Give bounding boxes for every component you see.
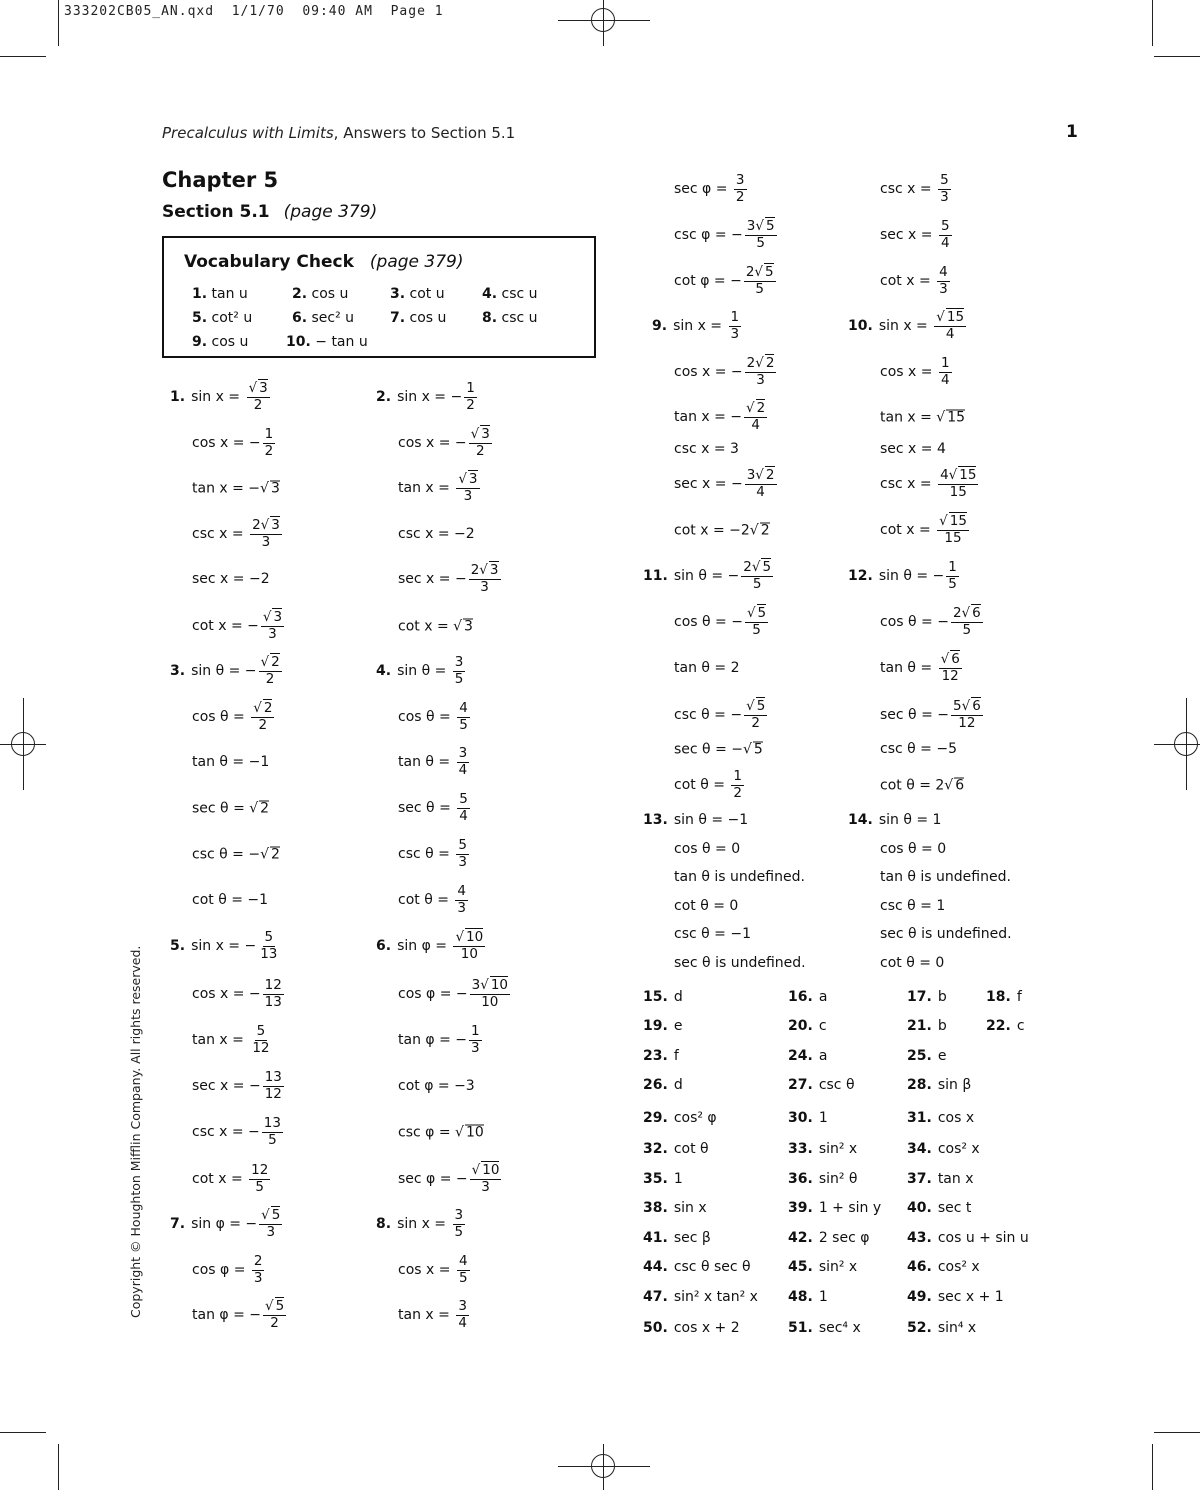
exercise-line: 4. sin θ = $\frac{3}{5}$ xyxy=(376,654,464,687)
exercise-line: csc x = −2 xyxy=(398,526,475,542)
exercise-line: sec x = − $\frac{3√ 2}{4}$ xyxy=(674,467,775,500)
exercise-line: cos θ = − $\frac{2√ 6}{5}$ xyxy=(880,605,981,638)
exercise-number: 10. xyxy=(848,318,873,334)
exercise-number: 11. xyxy=(643,568,668,584)
vocabulary-check-title: Vocabulary Check (page 379) xyxy=(184,252,464,272)
exercise-line: tan θ = $\frac{√ 6}{12}$ xyxy=(880,651,960,684)
answer-item: 20. c xyxy=(788,1018,827,1034)
answer-item: 16. a xyxy=(788,989,828,1005)
exercise-line: sec θ = $\frac{5}{4}$ xyxy=(398,791,468,824)
answer-item: 52. sin⁴ x xyxy=(907,1320,977,1336)
exercise-line: sec φ = $\frac{3}{2}$ xyxy=(674,172,745,205)
answer-item: 45. sin² x xyxy=(788,1259,858,1275)
exercise-number: 2. xyxy=(376,389,392,405)
exercise-line: cos φ = $\frac{2}{3}$ xyxy=(192,1253,263,1286)
answer-item: 43. cos u + sin u xyxy=(907,1230,1029,1246)
exercise-line: 12. sin θ = − $\frac{1}{5}$ xyxy=(848,559,957,592)
exercise-line: cos φ = − $\frac{3√ 10}{10}$ xyxy=(398,977,508,1010)
exercise-line: sec φ = − $\frac{√ 10}{3}$ xyxy=(398,1162,500,1195)
exercise-line: cot θ = 0 xyxy=(880,955,945,971)
answer-item: 33. sin² x xyxy=(788,1141,858,1157)
exercise-number: 14. xyxy=(848,812,873,828)
exercise-line: cot x = $\frac{4}{3}$ xyxy=(880,264,948,297)
answer-item: 18. f xyxy=(986,989,1022,1005)
exercise-line: csc x = 3 xyxy=(674,441,739,457)
answer-item: 50. cos x + 2 xyxy=(643,1320,740,1336)
exercise-line: cos θ = − $\frac{√ 5}{5}$ xyxy=(674,605,767,638)
answer-item: 19. e xyxy=(643,1018,683,1034)
exercise-line: csc θ = 1 xyxy=(880,898,946,914)
answer-item: 48. 1 xyxy=(788,1289,828,1305)
exercise-line: cos x = − $\frac{2√ 2}{3}$ xyxy=(674,355,775,388)
exercise-line: cot φ = − $\frac{2√ 5}{5}$ xyxy=(674,264,774,297)
exercise-line: tan θ = $\frac{3}{4}$ xyxy=(398,745,468,778)
exercise-line: sec x = − $\frac{2√ 3}{3}$ xyxy=(398,562,499,595)
exercise-line: sec x = −2 xyxy=(192,571,270,587)
vocab-item: 7. cos u xyxy=(390,310,447,326)
answer-item: 44. csc θ sec θ xyxy=(643,1259,751,1275)
exercise-line: csc θ = −1 xyxy=(674,926,751,942)
exercise-line: sec x = 4 xyxy=(880,441,946,457)
running-header: Precalculus with Limits, Answers to Section 5.1 xyxy=(162,124,516,142)
exercise-line: tan φ = − $\frac{√ 5}{2}$ xyxy=(192,1298,285,1331)
exercise-line: cot θ = 2√ 6 xyxy=(880,777,965,794)
answer-item: 34. cos² x xyxy=(907,1141,980,1157)
exercise-line: 7. sin φ = − $\frac{√ 5}{3}$ xyxy=(170,1207,281,1240)
vocab-item: 4. csc u xyxy=(482,286,538,302)
exercise-line: sec θ = − $\frac{5√ 6}{12}$ xyxy=(880,698,981,731)
exercise-number: 4. xyxy=(376,663,392,679)
exercise-line: cot x = $\frac{√ 15}{15}$ xyxy=(880,513,967,546)
answer-item: 30. 1 xyxy=(788,1110,828,1126)
answer-item: 31. cos x xyxy=(907,1110,975,1126)
exercise-line: sec θ is undefined. xyxy=(674,955,806,971)
vocab-item: 3. cot u xyxy=(390,286,445,302)
exercise-line: cot x = −2√ 2 xyxy=(674,522,770,539)
exercise-line: cos x = − $\frac{12}{13}$ xyxy=(192,977,282,1010)
exercise-line: 9. sin x = $\frac{1}{3}$ xyxy=(652,309,740,342)
vocab-item: 1. tan u xyxy=(192,286,248,302)
exercise-number: 12. xyxy=(848,568,873,584)
exercise-line: cos x = $\frac{4}{5}$ xyxy=(398,1253,468,1286)
exercise-line: 10. sin x = $\frac{√ 15}{4}$ xyxy=(848,309,965,342)
exercise-line: sec θ is undefined. xyxy=(880,926,1012,942)
exercise-line: 13. sin θ = −1 xyxy=(643,812,749,828)
vocab-item: 10. − tan u xyxy=(286,334,368,350)
exercise-line: cos θ = 0 xyxy=(674,841,741,857)
exercise-number: 9. xyxy=(652,318,668,334)
answer-item: 38. sin x xyxy=(643,1200,707,1216)
chapter-title: Chapter 5 xyxy=(162,168,279,192)
exercise-line: tan x = $\frac{√ 3}{3}$ xyxy=(398,471,478,504)
answer-item: 40. sec t xyxy=(907,1200,972,1216)
exercise-line: 2. sin x = − $\frac{1}{2}$ xyxy=(376,380,475,413)
answer-item: 37. tan x xyxy=(907,1171,974,1187)
vocab-item: 9. cos u xyxy=(192,334,249,350)
exercise-line: csc θ = − $\frac{√ 5}{2}$ xyxy=(674,698,766,731)
vocab-item: 8. csc u xyxy=(482,310,538,326)
answer-item: 22. c xyxy=(986,1018,1025,1034)
answer-item: 42. 2 sec φ xyxy=(788,1230,870,1246)
answer-item: 24. a xyxy=(788,1048,828,1064)
exercise-line: tan φ = − $\frac{1}{3}$ xyxy=(398,1023,480,1056)
exercise-line: cos θ = $\frac{√ 2}{2}$ xyxy=(192,700,273,733)
exercise-line: csc θ = −5 xyxy=(880,741,957,757)
exercise-number: 5. xyxy=(170,938,186,954)
exercise-line: cos x = − $\frac{1}{2}$ xyxy=(192,426,274,459)
exercise-line: csc φ = √ 10 xyxy=(398,1124,484,1141)
exercise-line: 14. sin θ = 1 xyxy=(848,812,942,828)
vocab-item: 6. sec² u xyxy=(292,310,355,326)
exercise-line: sec x = − $\frac{13}{12}$ xyxy=(192,1069,282,1102)
answer-item: 47. sin² x tan² x xyxy=(643,1289,758,1305)
exercise-line: tan x = $\frac{3}{4}$ xyxy=(398,1298,467,1331)
exercise-line: csc x = $\frac{2√ 3}{3}$ xyxy=(192,517,280,550)
exercise-line: tan x = √ 15 xyxy=(880,409,966,426)
answer-item: 49. sec x + 1 xyxy=(907,1289,1004,1305)
exercise-line: cot x = − $\frac{√ 3}{3}$ xyxy=(192,609,283,642)
exercise-line: tan x = − $\frac{√ 2}{4}$ xyxy=(674,400,766,433)
exercise-line: tan θ = 2 xyxy=(674,660,740,676)
answer-item: 23. f xyxy=(643,1048,679,1064)
exercise-line: sec x = $\frac{5}{4}$ xyxy=(880,218,950,251)
exercise-line: sec θ = −√ 5 xyxy=(674,741,763,758)
answer-item: 25. e xyxy=(907,1048,947,1064)
vocabulary-check-box xyxy=(162,236,596,358)
file-slug: 333202CB05_AN.qxd 1/1/70 09:40 AM Page 1 xyxy=(64,4,444,19)
exercise-line: tan x = $\frac{5}{12}$ xyxy=(192,1023,270,1056)
exercise-line: cos θ = $\frac{4}{5}$ xyxy=(398,700,468,733)
exercise-line: tan θ is undefined. xyxy=(880,869,1011,885)
answer-item: 32. cot θ xyxy=(643,1141,709,1157)
answer-item: 29. cos² φ xyxy=(643,1110,717,1126)
exercise-line: tan θ = −1 xyxy=(192,754,270,770)
exercise-line: tan θ is undefined. xyxy=(674,869,805,885)
exercise-line: csc x = $\frac{4√ 15}{15}$ xyxy=(880,467,977,500)
exercise-line: cot θ = $\frac{4}{3}$ xyxy=(398,883,466,916)
exercise-line: cos x = $\frac{1}{4}$ xyxy=(880,355,950,388)
answer-item: 35. 1 xyxy=(643,1171,683,1187)
exercise-line: cot x = √ 3 xyxy=(398,618,473,635)
exercise-line: csc x = − $\frac{13}{5}$ xyxy=(192,1115,281,1148)
exercise-line: csc x = $\frac{5}{3}$ xyxy=(880,172,949,205)
exercise-number: 6. xyxy=(376,938,392,954)
exercise-number: 13. xyxy=(643,812,668,828)
exercise-line: 11. sin θ = − $\frac{2√ 5}{5}$ xyxy=(643,559,772,592)
exercise-line: cot x = $\frac{12}{5}$ xyxy=(192,1162,269,1195)
answer-item: 36. sin² θ xyxy=(788,1171,858,1187)
vocab-item: 5. cot² u xyxy=(192,310,253,326)
exercise-line: 1. sin x = $\frac{√ 3}{2}$ xyxy=(170,380,268,413)
exercise-line: 5. sin x = − $\frac{5}{13}$ xyxy=(170,929,278,962)
exercise-line: cot θ = −1 xyxy=(192,892,269,908)
copyright-notice: Copyright © Houghton Mifflin Company. All rights reserved. xyxy=(128,945,143,1318)
exercise-line: 3. sin θ = − $\frac{√ 2}{2}$ xyxy=(170,654,280,687)
exercise-line: 6. sin φ = $\frac{√ 10}{10}$ xyxy=(376,929,484,962)
answer-item: 15. d xyxy=(643,989,683,1005)
answer-item: 39. 1 + sin y xyxy=(788,1200,882,1216)
exercise-line: cot θ = $\frac{1}{2}$ xyxy=(674,768,742,801)
exercise-line: csc θ = −√ 2 xyxy=(192,846,280,863)
exercise-line: tan x = −√ 3 xyxy=(192,480,280,497)
exercise-line: cos θ = 0 xyxy=(880,841,947,857)
answer-item: 46. cos² x xyxy=(907,1259,980,1275)
exercise-line: cot φ = −3 xyxy=(398,1078,475,1094)
exercise-line: sec θ = √ 2 xyxy=(192,800,270,817)
exercise-line: cot θ = 0 xyxy=(674,898,739,914)
section-title: Section 5.1 (page 379) xyxy=(162,202,378,222)
exercise-number: 8. xyxy=(376,1216,392,1232)
vocab-item: 2. cos u xyxy=(292,286,349,302)
exercise-line: 8. sin x = $\frac{3}{5}$ xyxy=(376,1207,464,1240)
answer-item: 28. sin β xyxy=(907,1077,972,1093)
exercise-line: cos x = − $\frac{√ 3}{2}$ xyxy=(398,426,490,459)
exercise-line: csc θ = $\frac{5}{3}$ xyxy=(398,837,467,870)
answer-item: 41. sec β xyxy=(643,1230,711,1246)
exercise-line: csc φ = − $\frac{3√ 5}{5}$ xyxy=(674,218,775,251)
exercise-number: 1. xyxy=(170,389,186,405)
answer-item: 27. csc θ xyxy=(788,1077,855,1093)
answer-item: 17. b xyxy=(907,989,947,1005)
exercise-number: 7. xyxy=(170,1216,186,1232)
answer-item: 51. sec⁴ x xyxy=(788,1320,861,1336)
answer-item: 26. d xyxy=(643,1077,683,1093)
page-number: 1 xyxy=(1066,122,1078,142)
answer-item: 21. b xyxy=(907,1018,947,1034)
exercise-number: 3. xyxy=(170,663,186,679)
